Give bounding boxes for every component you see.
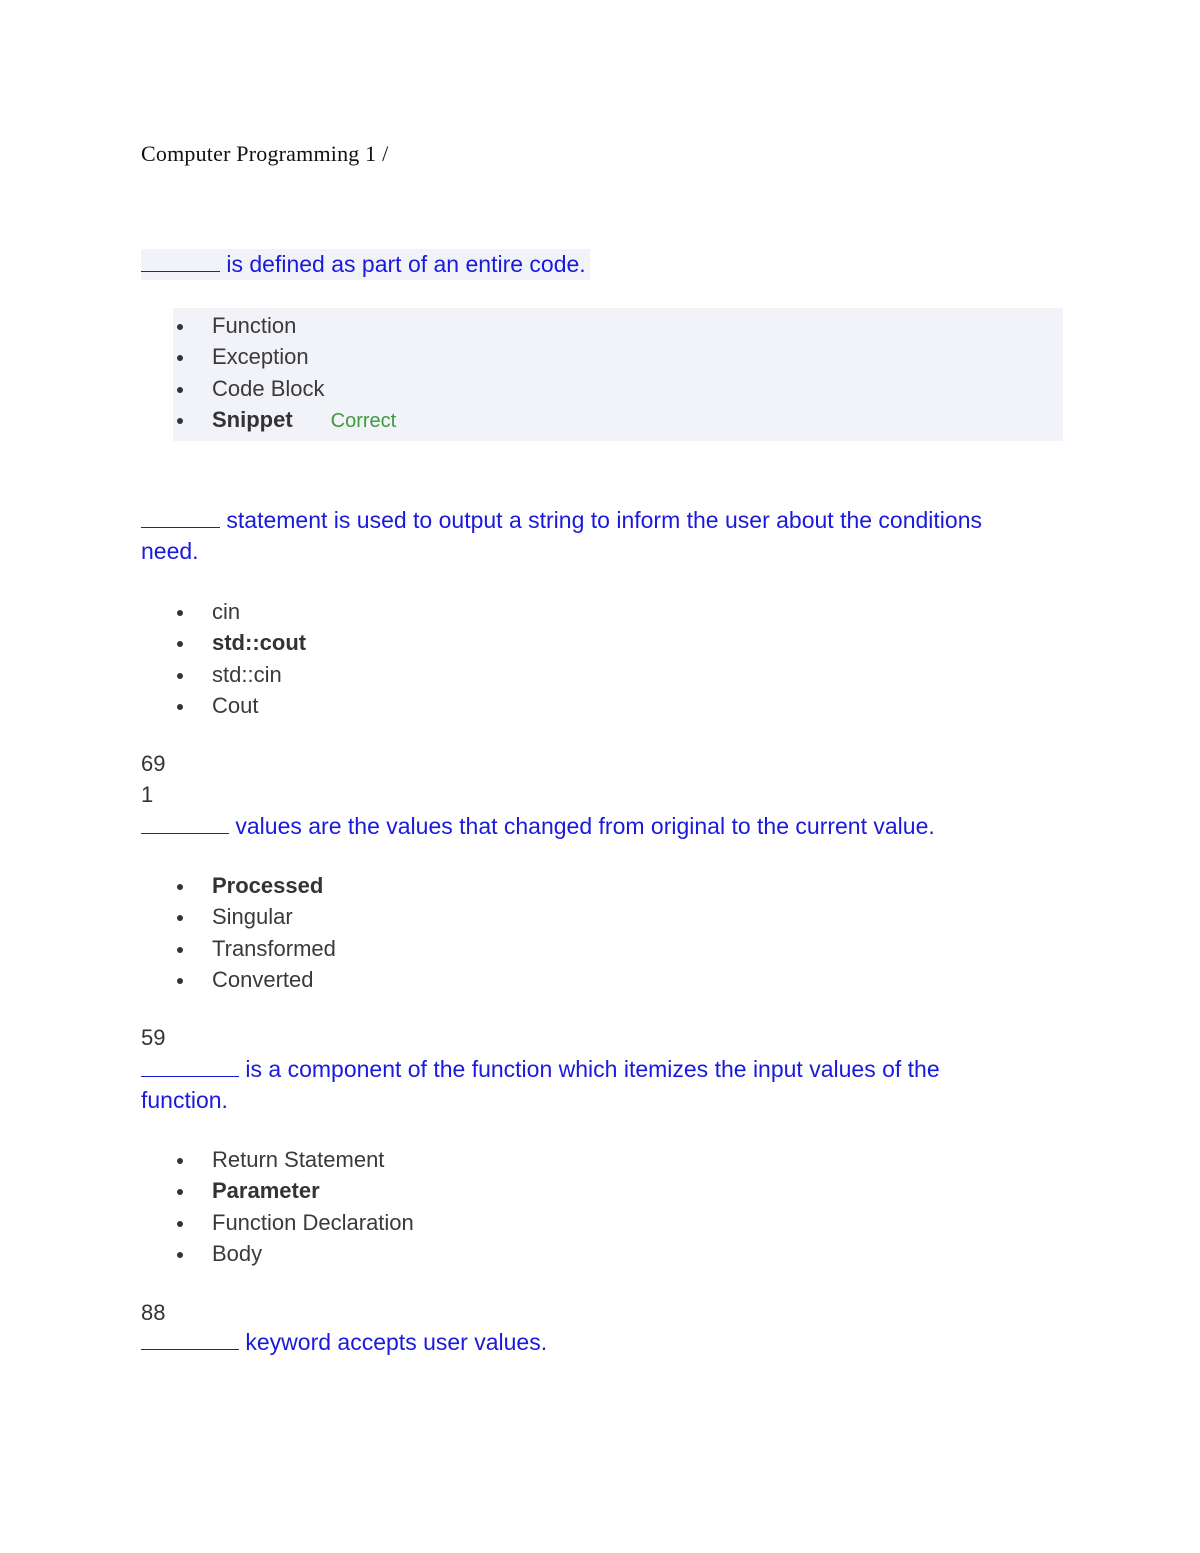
option-singular[interactable] [173,901,336,932]
option-processed[interactable] [173,870,336,901]
question-2-prompt-line2: need. [141,538,199,564]
question-4-text [141,1054,1041,1116]
question-3-text [141,811,1041,842]
question-5-text [141,1327,1041,1358]
option-label: Transformed [212,935,336,961]
answer-blank [141,249,220,272]
question-4-options [173,1144,414,1269]
question-3-options [173,870,336,995]
question-1-prompt: is defined as part of an entire code. [220,251,586,277]
page-title: Computer Programming 1 / [141,141,389,166]
question-4-prompt-line1: is a component of the function which itemizes the input values of the [239,1056,940,1082]
answer-blank [141,811,229,834]
correct-feedback: Correct [330,409,397,432]
option-label: Code Block [212,375,325,401]
question-2-options [173,596,306,721]
question-4-prompt-line2: function. [141,1087,228,1113]
option-label: Converted [212,966,314,992]
question-5-prompt: keyword accepts user values. [239,1329,548,1355]
selected-option-label: Parameter [212,1178,320,1204]
question-2-prompt-line1: statement is used to output a string to inform the user about the conditions [220,507,982,533]
option-label: Body [212,1240,263,1266]
option-function[interactable] [173,310,1063,341]
option-label: Function Declaration [212,1209,414,1235]
question-1-text [141,249,590,280]
option-cin[interactable] [173,596,306,627]
question-1-options [173,308,1063,441]
option-label: cin [212,599,241,624]
question-number: 69 [141,751,166,776]
option-label: std::cin [212,661,282,687]
option-std-cout[interactable] [173,627,306,658]
option-function-declaration[interactable] [173,1207,414,1238]
question-number: 1 [141,782,154,807]
option-std-cin[interactable] [173,659,306,690]
option-code-block[interactable] [173,373,1063,404]
option-body[interactable] [173,1238,414,1269]
option-transformed[interactable] [173,933,336,964]
option-exception[interactable] [173,341,1063,372]
option-return-statement[interactable] [173,1144,414,1175]
option-snippet[interactable] [173,404,1063,435]
option-label: Return Statement [212,1147,385,1172]
question-3-prompt: values are the values that changed from original to the current value. [229,813,935,839]
option-label: Cout [212,692,259,718]
question-number: 88 [141,1300,166,1325]
option-label: Exception [212,344,309,370]
selected-option-label: Processed [212,873,324,898]
option-label: Function [212,313,297,338]
question-2-text [141,505,1041,567]
option-cout[interactable] [173,690,306,721]
answer-blank [141,1327,239,1350]
answer-blank [141,1054,239,1077]
option-parameter[interactable] [173,1175,414,1206]
option-label: Singular [212,904,293,930]
answer-blank [141,505,220,528]
option-converted[interactable] [173,964,336,995]
question-number: 59 [141,1025,166,1050]
selected-option-label: Snippet [212,406,293,432]
selected-option-label: std::cout [212,630,307,656]
